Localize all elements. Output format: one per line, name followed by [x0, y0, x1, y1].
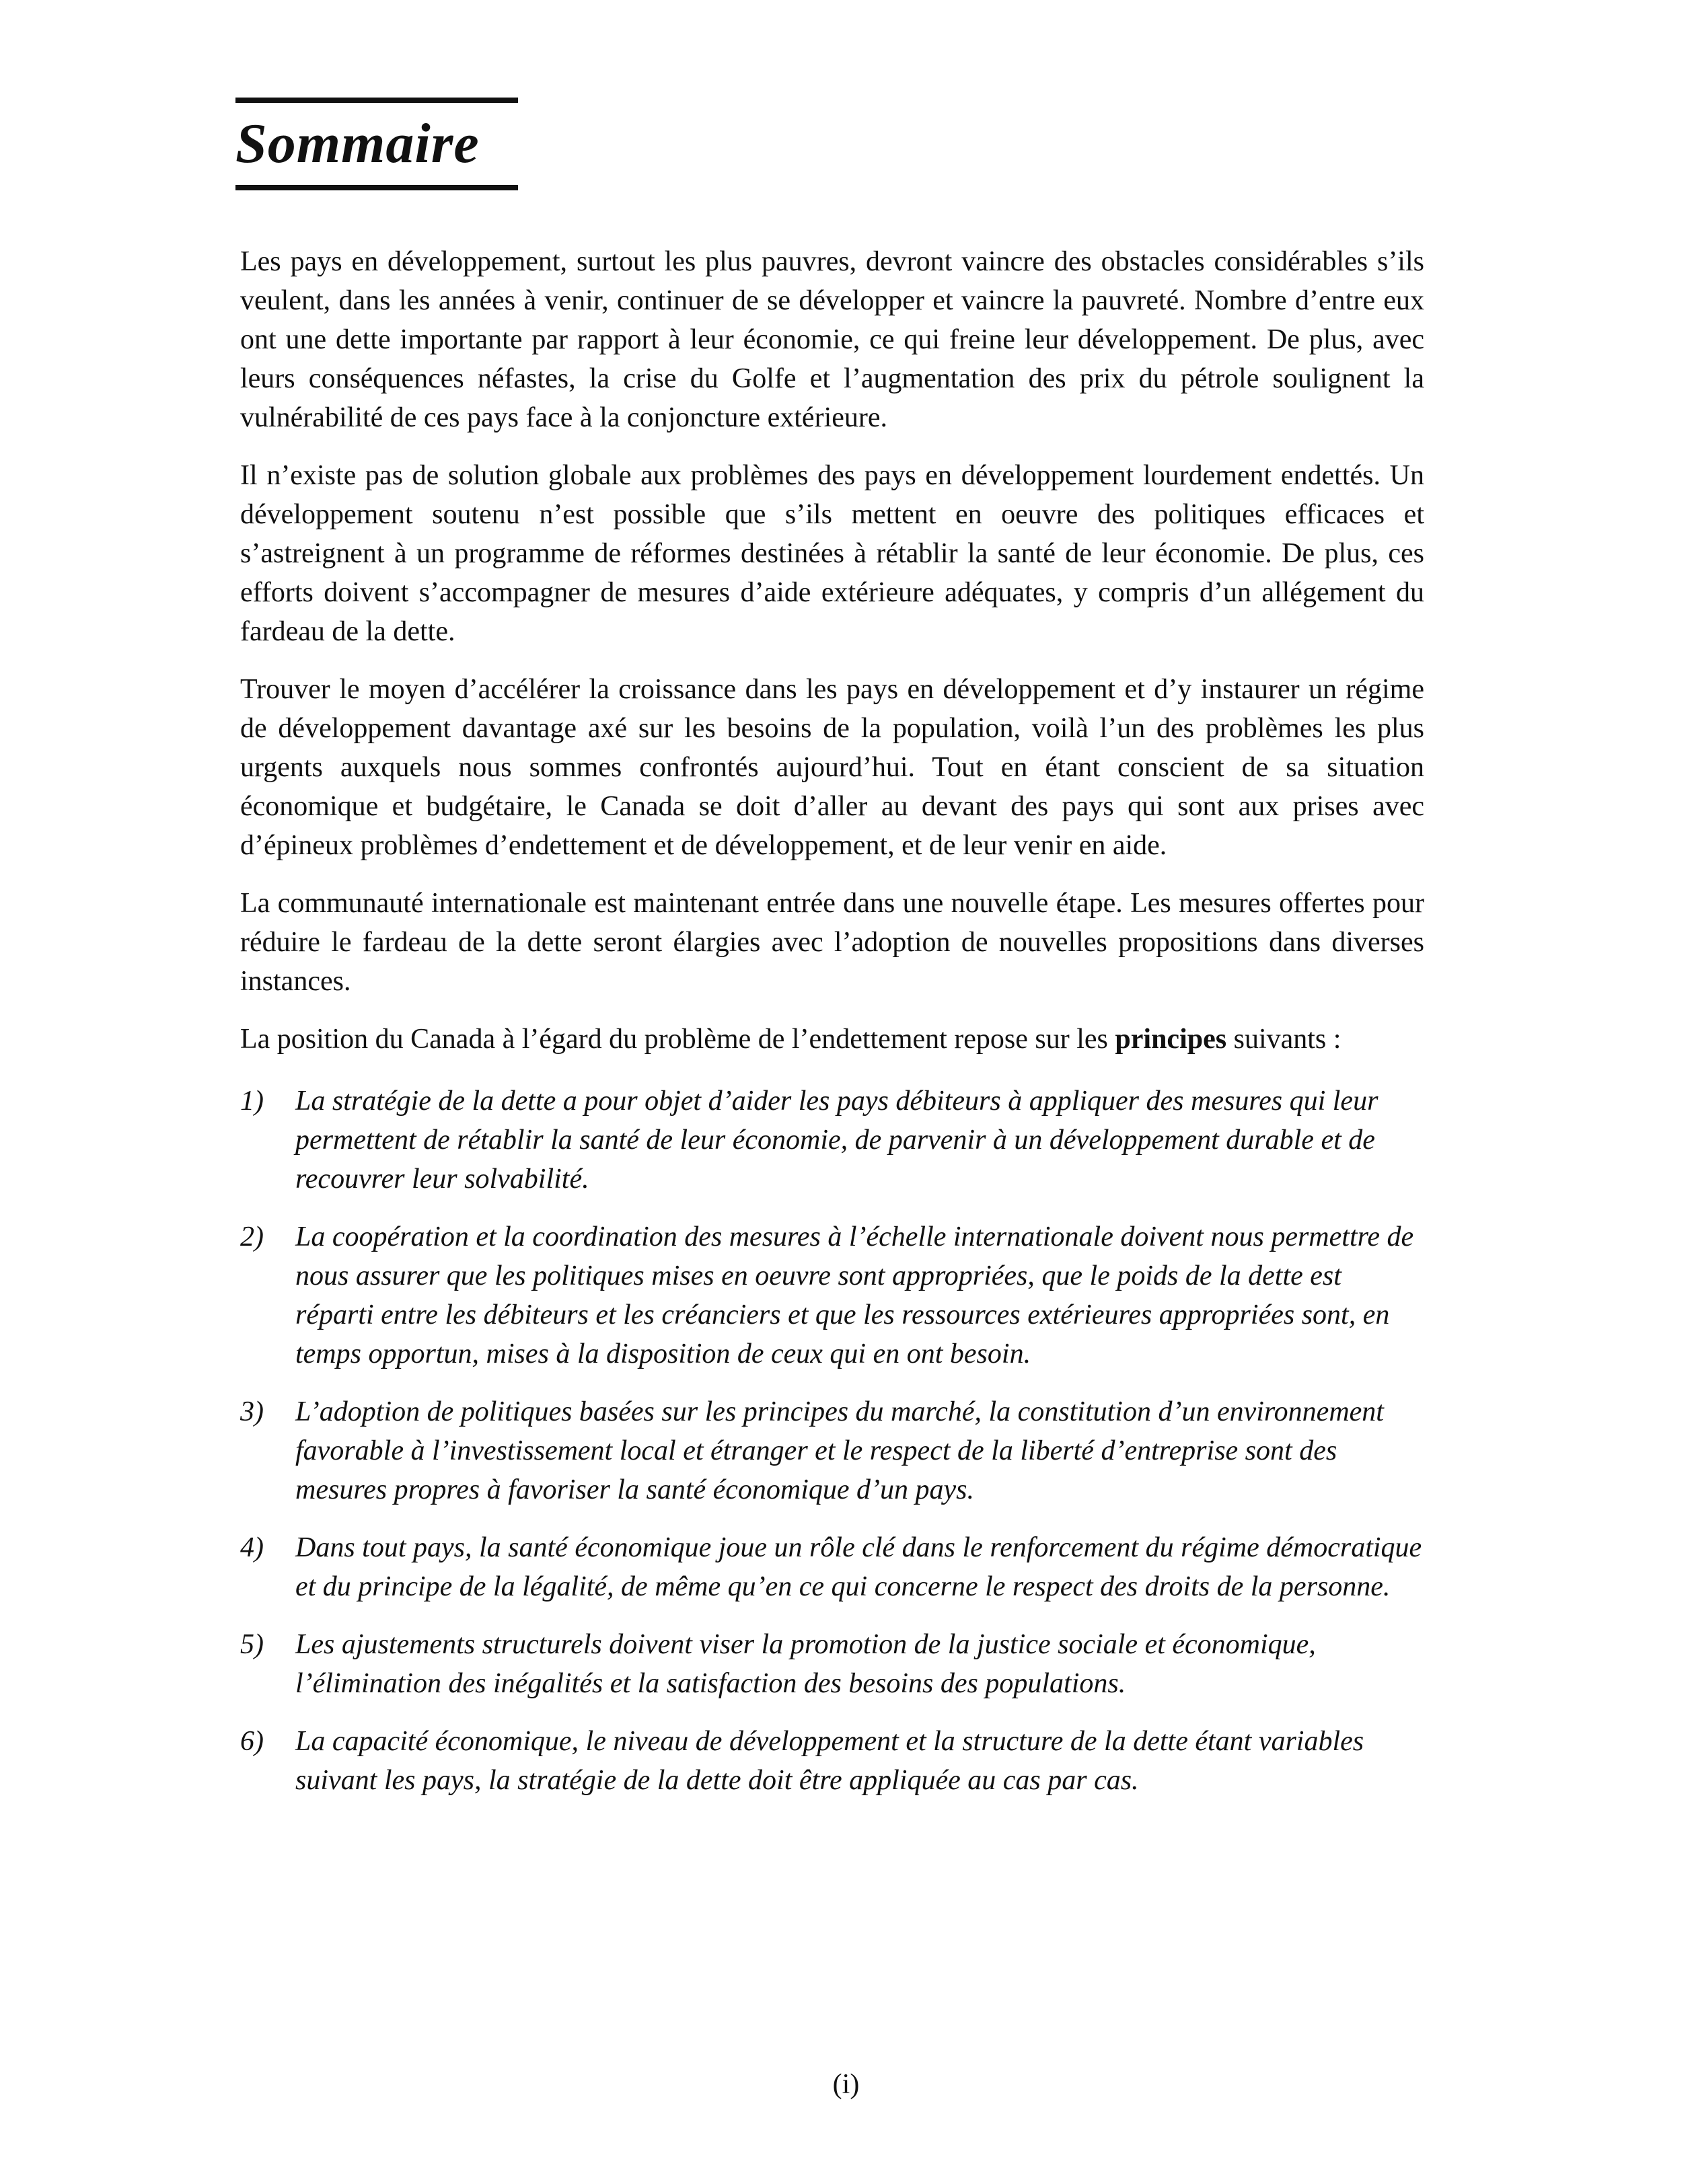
principle-text: La capacité économique, le niveau de développement et la structure de la dette étant variables suivant les pays, la stratégie de la dette doit être appliquée au cas par cas.: [295, 1726, 1364, 1796]
title-bottom-rule: [235, 185, 518, 190]
principle-number: 1): [240, 1086, 264, 1117]
principles-intro-bold: principes: [1115, 1024, 1227, 1055]
principle-number: 5): [240, 1629, 264, 1660]
principle-text: Les ajustements structurels doivent viser la promotion de la justice sociale et économique, l’élimination des inégalités et la satisfaction des besoins des populations.: [295, 1629, 1316, 1699]
principle-number: 4): [240, 1532, 264, 1563]
paragraph-3: Trouver le moyen d’accélérer la croissance dans les pays en développement et d’y instaurer un régime de développement davantage axé sur les besoins de la population, voilà l’un des problèmes les plus urgents auxquels nous sommes confrontés aujourd’hui. Tout en étant conscient de sa situation économique et budgétaire, le Canada se doit d’aller au devant des pays qui sont aux prises avec d’épineux problèmes d’endettement et de développement, et de leur venir en aide.: [240, 674, 1424, 861]
principles-intro: [240, 1020, 1424, 1059]
principles-intro-after: suivants :: [1226, 1024, 1341, 1055]
principles-intro-before: La position du Canada à l’égard du problème de l’endettement repose sur les: [240, 1024, 1115, 1055]
title-block: [235, 98, 518, 190]
principle-item-6: [240, 1722, 1424, 1800]
paragraph-2: Il n’existe pas de solution globale aux problèmes des pays en développement lourdement endettés. Un développement soutenu n’est possible que s’ils mettent en oeuvre des politiques efficaces et s’astreignent à un programme de réformes destinées à rétablir la santé de leur économie. De plus, ces efforts doivent s’accompagner de mesures d’aide extérieure adéquates, y compris d’un allégement du fardeau de la dette.: [240, 460, 1424, 647]
principle-text: Dans tout pays, la santé économique joue un rôle clé dans le renforcement du régime démocratique et du principe de la légalité, de même qu’en ce qui concerne le respect des droits de la personne.: [295, 1532, 1422, 1602]
principle-item-1: [240, 1082, 1424, 1199]
principle-item-5: [240, 1625, 1424, 1703]
principle-text: La stratégie de la dette a pour objet d’aider les pays débiteurs à appliquer des mesures qui leur permettent de rétablir la santé de leur économie, de parvenir à un développement durable et de recouvrer leur solvabilité.: [295, 1086, 1378, 1195]
principle-item-3: [240, 1392, 1424, 1509]
principle-text: L’adoption de politiques basées sur les principes du marché, la constitution d’un environnement favorable à l’investissement local et étranger et le respect de la liberté d’entreprise sont des mesures propres à favoriser la santé économique d’un pays.: [295, 1396, 1384, 1505]
principle-item-4: [240, 1528, 1424, 1606]
principle-item-2: [240, 1217, 1424, 1373]
body-text: [240, 242, 1424, 1819]
page-title: Sommaire: [235, 112, 480, 175]
principle-text: La coopération et la coordination des mesures à l’échelle internationale doivent nous permettre de nous assurer que les politiques mises en oeuvre sont appropriées, que le poids de la dette est réparti entre les débiteurs et les créanciers et que les ressources extérieures appropriées sont, en temps opportun, mises à la disposition de ceux qui en ont besoin.: [295, 1221, 1414, 1369]
title-top-rule: [235, 98, 518, 103]
principle-number: 2): [240, 1221, 264, 1252]
paragraph-4: La communauté internationale est maintenant entrée dans une nouvelle étape. Les mesures offertes pour réduire le fardeau de la dette seront élargies avec l’adoption de nouvelles propositions dans diverses instances.: [240, 888, 1424, 997]
principle-number: 3): [240, 1396, 264, 1427]
page-number: (i): [832, 2069, 860, 2100]
principle-number: 6): [240, 1726, 264, 1757]
paragraph-1: Les pays en développement, surtout les plus pauvres, devront vaincre des obstacles considérables s’ils veulent, dans les années à venir, continuer de se développer et vaincre la pauvreté. Nombre d’entre eux ont une dette importante par rapport à leur économie, ce qui freine leur développement. De plus, avec leurs conséquences néfastes, la crise du Golfe et l’augmentation des prix du pétrole soulignent la vulnérabilité de ces pays face à la conjoncture extérieure.: [240, 246, 1424, 433]
principles-list: [240, 1082, 1424, 1800]
